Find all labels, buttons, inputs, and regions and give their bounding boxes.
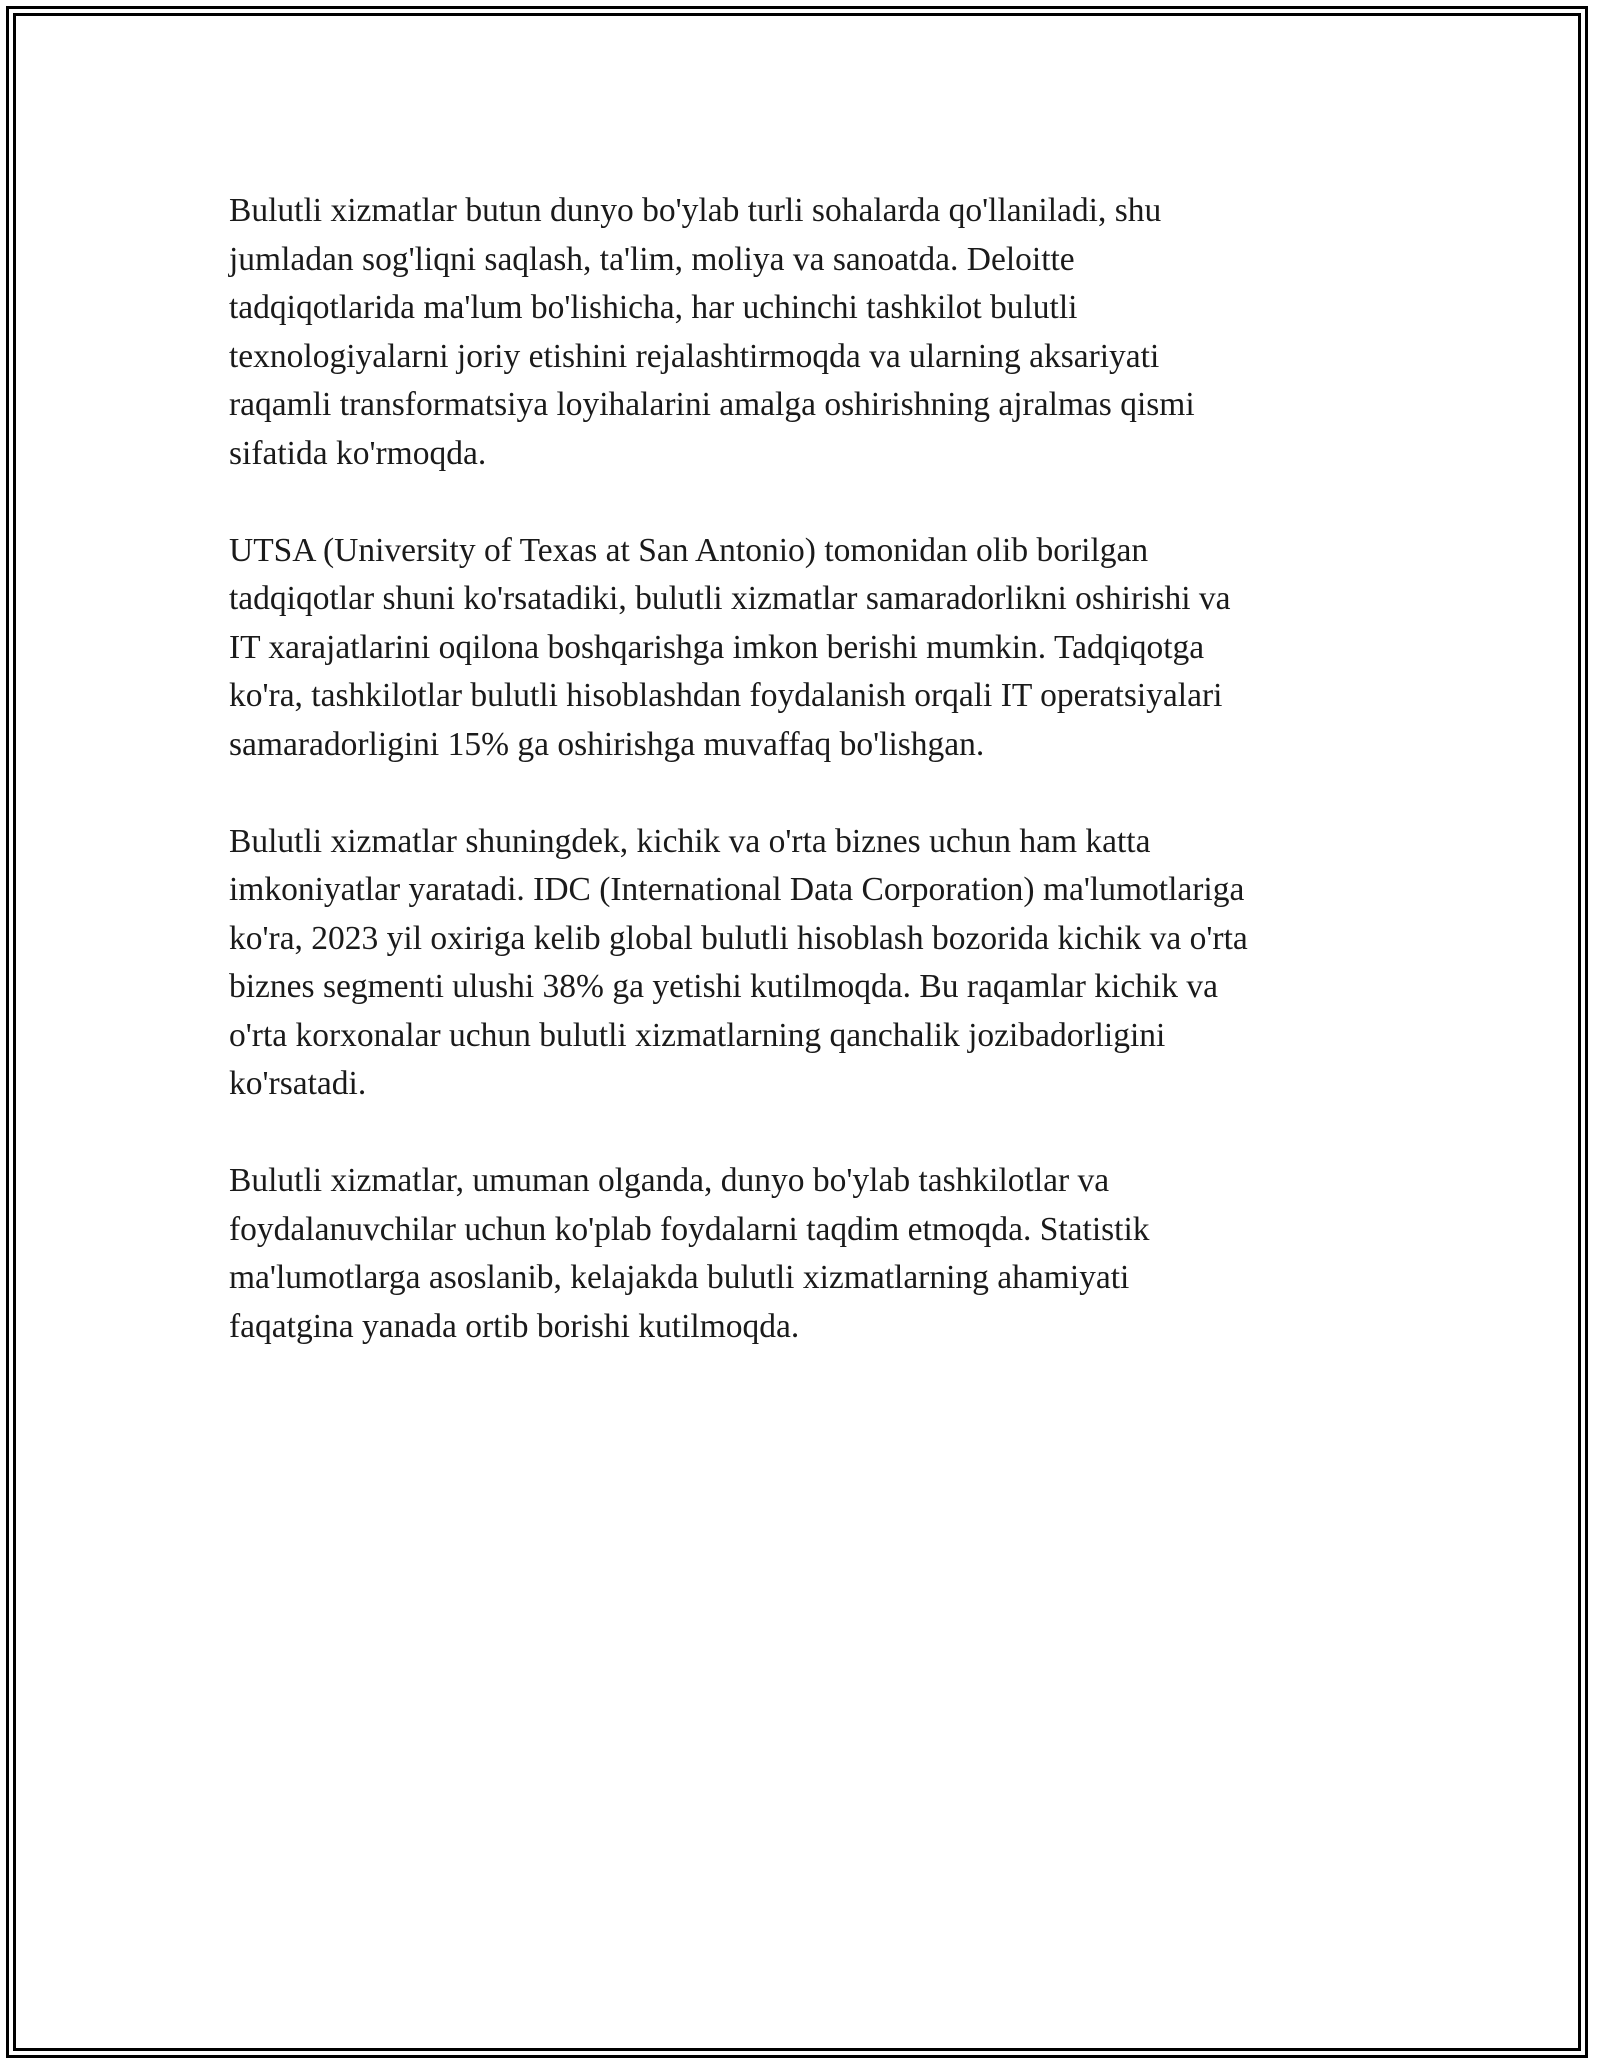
text-line: ko'rsatadi. [229,1065,367,1102]
paragraph-utsa-research [229,527,1379,770]
text-line: Bulutli xizmatlar, umuman olganda, dunyo bo'ylab tashkilotlar va [229,1162,1110,1199]
text-line: UTSA (University of Texas at San Antonio) tomonidan olib borilgan [229,531,1149,569]
paragraph-conclusion [229,1157,1379,1351]
text-line: biznes segmenti ulushi 38% ga yetishi kutilmoqda. Bu raqamlar kichik va [229,968,1218,1005]
text-line: ko'ra, 2023 yil oxiriga kelib global bulutli hisoblash bozorida kichik va o'rta [229,919,1248,957]
text-line: tadqiqotlar shuni ko'rsatadiki, bulutli xizmatlar samaradorlikni oshirishi va [229,580,1231,617]
text-line: raqamli transformatsiya loyihalarini amalga oshirishning ajralmas qismi [229,386,1195,423]
text-line: ma'lumotlarga asoslanib, kelajakda bulutli xizmatlarning ahamiyati [229,1259,1130,1296]
text-line: imkoniyatlar yaratadi. IDC (International Data Corporation) ma'lumotlariga [229,871,1245,908]
text-line: faqatgina yanada ortib borishi kutilmoqda. [229,1307,800,1345]
text-line: texnologiyalarni joriy etishini rejalashtirmoqda va ularning aksariyati [229,337,1160,375]
text-line: IT xarajatlarini oqilona boshqarishga imkon berishi mumkin. Tadqiqotga [229,628,1205,666]
document-body [229,187,1379,1400]
text-line: ko'ra, tashkilotlar bulutli hisoblashdan foydalanish orqali IT operatsiyalari [229,677,1223,714]
text-line: sifatida ko'rmoqda. [229,434,487,472]
text-line: samaradorligini 15% ga oshirishga muvaffaq bo'lishgan. [229,725,985,763]
text-line: Bulutli xizmatlar shuningdek, kichik va o'rta biznes uchun ham katta [229,822,1151,860]
text-line: o'rta korxonalar uchun bulutli xizmatlarning qanchalik jozibadorligini [229,1016,1166,1054]
paragraph-cloud-adoption [229,187,1379,478]
paragraph-idc-sme [229,818,1379,1109]
text-line: tadqiqotlarida ma'lum bo'lishicha, har uchinchi tashkilot bulutli [229,289,1078,326]
text-line: foydalanuvchilar uchun ko'plab foydalarni taqdim etmoqda. Statistik [229,1210,1150,1248]
text-line: Bulutli xizmatlar butun dunyo bo'ylab turli sohalarda qo'llaniladi, shu [229,192,1162,229]
text-line: jumladan sog'liqni saqlash, ta'lim, moliya va sanoatda. Deloitte [229,240,1075,278]
